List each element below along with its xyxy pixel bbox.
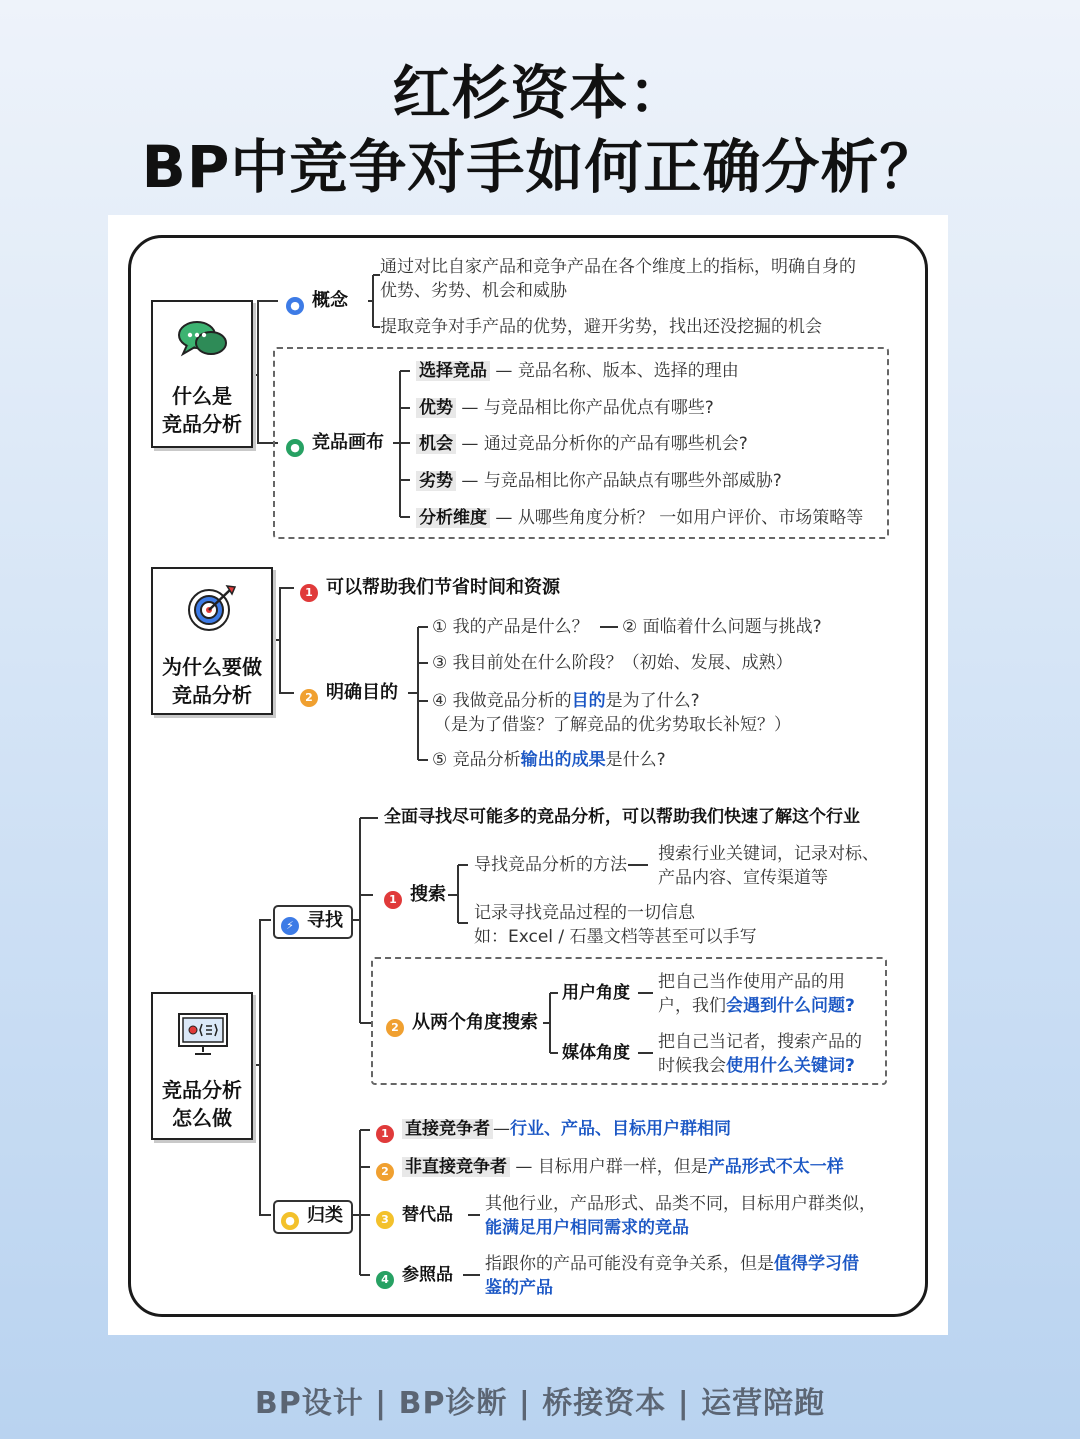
user-icon: ● <box>286 297 304 315</box>
user-angle: 用户角度 <box>562 983 630 1003</box>
concept-text1b: 优势、劣势、机会和威胁 <box>380 281 567 301</box>
canvas-item-opportunity: 机会 — 通过竞品分析你的产品有哪些机会? <box>416 432 748 456</box>
canvas-node: ● 竞品画布 <box>286 431 384 457</box>
classify-reference-text: 指跟你的产品可能没有竞争关系，但是值得学习借 <box>485 1254 859 1274</box>
section1-label-box <box>151 300 253 448</box>
classify-reference: 4 参照品 <box>376 1263 453 1289</box>
purpose-q2: ② 面临着什么问题与挑战? <box>622 617 822 637</box>
section2-label-line1: 为什么要做 <box>162 655 262 679</box>
purpose-q5: ⑤ 竞品分析输出的成果是什么? <box>432 750 666 770</box>
why-item2: 2 明确目的 <box>300 681 398 707</box>
user-icon: ● <box>286 439 304 457</box>
search-method-text2: 产品内容、宣传渠道等 <box>658 868 828 888</box>
presentation-board-icon <box>175 1010 231 1056</box>
classify-direct: 1 直接竞争者 —行业、产品、目标用户群相同 <box>376 1117 731 1143</box>
concept-node: ● 概念 <box>286 289 348 315</box>
why-item1: 1 可以帮助我们节省时间和资源 <box>300 576 560 602</box>
user-angle-text1: 把自己当作使用产品的用 <box>658 972 845 992</box>
section2-label-line2: 竞品分析 <box>172 683 252 707</box>
target-icon <box>185 583 239 633</box>
section3-label-box <box>151 992 253 1140</box>
lightbulb-icon: ● <box>281 1212 299 1230</box>
number-2-icon: 2 <box>376 1163 394 1181</box>
media-angle: 媒体角度 <box>562 1043 630 1063</box>
canvas-item-dimension: 分析维度 — 从哪些角度分析？ 一如用户评价、市场策略等 <box>416 506 863 530</box>
search-method: 导找竞品分析的方法 <box>474 855 627 875</box>
classify-reference-hl2: 鉴的产品 <box>485 1278 553 1298</box>
find-pill: ⚡ 寻找 <box>273 905 353 939</box>
purpose-q4: ④ 我做竞品分析的目的是为了什么? <box>432 691 700 711</box>
purpose-q4-sub: （是为了借鉴？了解竞品的优劣势取长补短？） <box>434 715 791 735</box>
page-title-line2: BP中竞争对手如何正确分析？ <box>141 133 939 201</box>
number-1-icon: 1 <box>300 584 318 602</box>
search-record1: 记录寻找竞品过程的一切信息 <box>474 903 695 923</box>
purpose-q3: ③ 我目前处在什么阶段？（初始、发展、成熟） <box>432 653 793 673</box>
search-method-text1: 搜索行业关键词，记录对标、 <box>658 844 879 864</box>
find-top-text: 全面寻找尽可能多的竞品分析，可以帮助我们快速了解这个行业 <box>384 807 860 827</box>
lightning-icon: ⚡ <box>281 917 299 935</box>
section1-label-line1: 什么是 <box>172 384 232 408</box>
footer-services: BP设计 | BP诊断 | 桥接资本 | 运营陪跑 <box>254 1386 826 1421</box>
media-angle-text2: 时候我会使用什么关键词? <box>658 1056 855 1076</box>
section1-label-line2: 竞品分析 <box>162 412 242 436</box>
number-1-icon: 1 <box>376 1125 394 1143</box>
search-node: 1 搜索 <box>384 883 446 909</box>
media-angle-text1: 把自己当记者，搜索产品的 <box>658 1032 862 1052</box>
classify-substitute-text: 其他行业，产品形式、品类不同，目标用户群类似， <box>485 1194 876 1214</box>
classify-substitute-hl: 能满足用户相同需求的竞品 <box>485 1218 689 1238</box>
classify-indirect: 2 非直接竞争者 — 目标用户群一样，但是产品形式不太一样 <box>376 1155 844 1181</box>
section3-label-line2: 怎么做 <box>172 1106 232 1130</box>
number-3-icon: 3 <box>376 1211 394 1229</box>
classify-substitute: 3 替代品 <box>376 1203 453 1229</box>
canvas-item-select: 选择竞品 — 竞品名称、版本、选择的理由 <box>416 359 739 383</box>
two-angle-node: 2 从两个角度搜索 <box>386 1011 538 1037</box>
page-title-line1: 红杉资本： <box>392 59 688 127</box>
number-4-icon: 4 <box>376 1271 394 1289</box>
section3-label-line1: 竞品分析 <box>162 1078 242 1102</box>
user-angle-text2: 户，我们会遇到什么问题? <box>658 996 855 1016</box>
number-1-icon: 1 <box>384 891 402 909</box>
classify-pill: ● 归类 <box>273 1200 353 1234</box>
search-record2: 如：Excel / 石墨文档等甚至可以手写 <box>474 927 757 947</box>
mindmap-card <box>108 215 948 1335</box>
section2-label-box <box>151 567 273 715</box>
concept-text1a: 通过对比自家产品和竞争产品在各个维度上的指标，明确自身的 <box>380 257 856 277</box>
number-2-icon: 2 <box>386 1019 404 1037</box>
purpose-q1: ① 我的产品是什么？ <box>432 617 589 637</box>
canvas-item-strength: 优势 — 与竞品相比你产品优点有哪些? <box>416 396 714 420</box>
canvas-item-weakness: 劣势 — 与竞品相比你产品缺点有哪些外部威胁? <box>416 469 782 493</box>
concept-text2: 提取竞争对手产品的优势，避开劣势，找出还没挖掘的机会 <box>380 317 822 337</box>
number-2-icon: 2 <box>300 689 318 707</box>
chat-bubbles-icon <box>177 318 229 362</box>
